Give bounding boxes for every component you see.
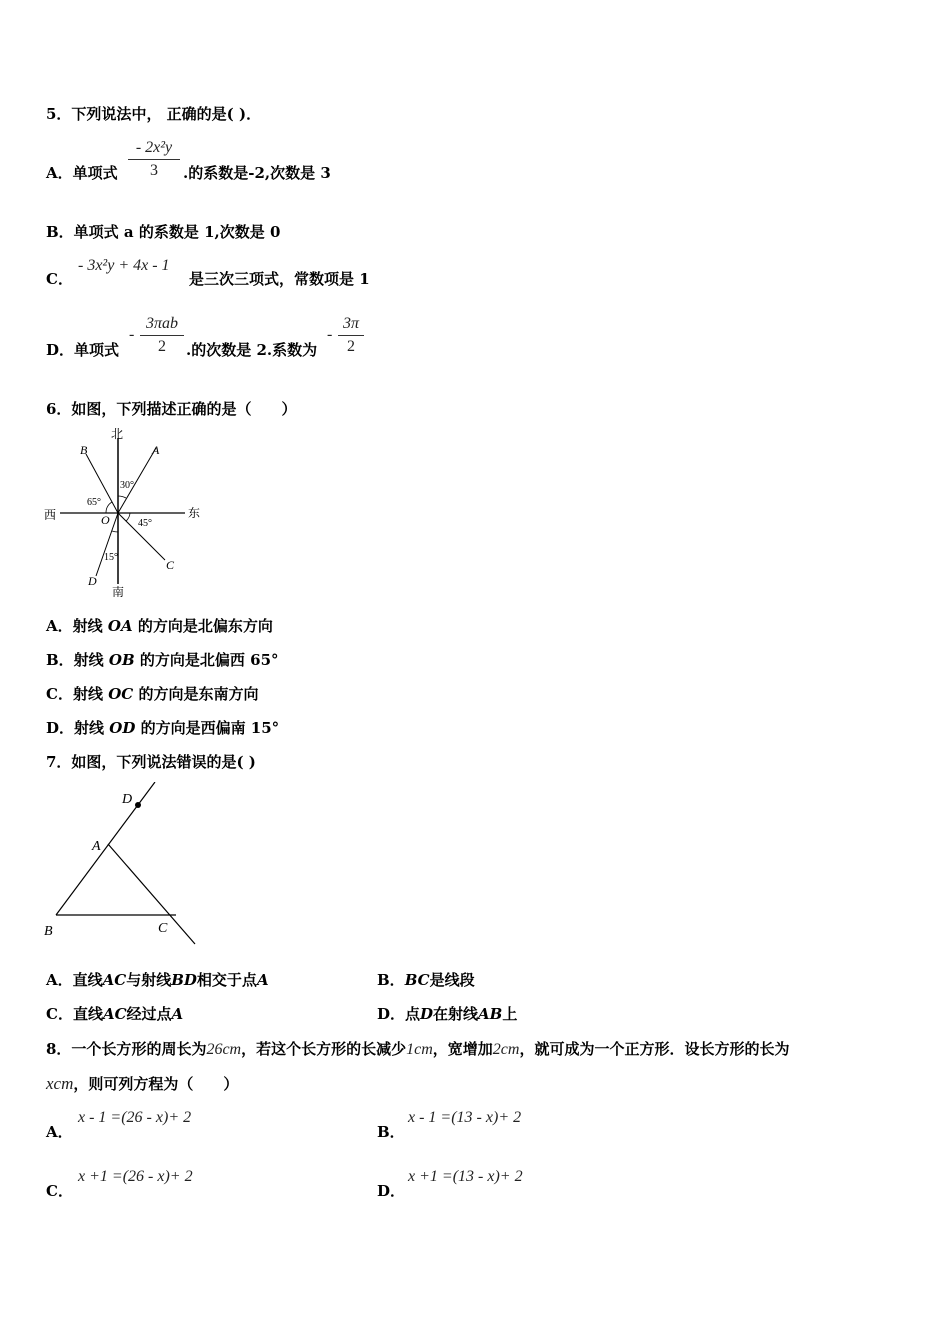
stem-math: 26cm: [206, 1041, 242, 1058]
compass-direction-figure: [40, 424, 210, 600]
option-text: 与射线: [126, 971, 172, 989]
ray-bd: [56, 782, 155, 915]
option-text: B．射线: [46, 651, 104, 669]
option-text: 的方向是北偏西 65°: [139, 651, 279, 669]
stem-text: ，若这个长方形的长减少: [241, 1040, 407, 1058]
option-text: B．: [377, 971, 405, 989]
q8-option-c-label: C．: [46, 1182, 73, 1200]
option-var: BD: [171, 971, 197, 989]
option-var: BC: [404, 971, 430, 989]
label-45: 45°: [138, 518, 152, 529]
q8-stem-line-1: [46, 1038, 789, 1059]
q6-option-b: [46, 649, 279, 670]
stem-text: ，则可列方程为（ ）: [73, 1075, 239, 1093]
option-text: A．射线: [46, 617, 103, 635]
label-c: C: [166, 558, 175, 572]
option-text: A．直线: [46, 971, 103, 989]
q7-option-b: [377, 969, 475, 990]
option-var: A: [171, 1005, 184, 1023]
label-65: 65°: [87, 497, 101, 508]
label-d: D: [122, 792, 133, 807]
q7-option-a: [46, 969, 269, 990]
q7-option-c: [46, 1003, 183, 1024]
fraction-numerator: - 2x²y: [135, 139, 173, 156]
q7-stem: 7．如图，下列说法错误的是( ): [46, 753, 256, 771]
option-text: 相交于点: [196, 971, 257, 989]
arc-45: [126, 513, 130, 521]
option-text: 的方向是西偏南 15°: [140, 719, 280, 737]
q5-option-b: B．单项式 a 的系数是 1,次数是 0: [46, 223, 281, 241]
q8-option-c-expression: x +1 =(26 - x)+ 2: [78, 1168, 193, 1185]
option-text: D．点: [377, 1005, 421, 1023]
label-east: 东: [188, 506, 201, 520]
fraction-denominator: 2: [158, 338, 166, 355]
option-text: 的方向是北偏东方向: [137, 617, 273, 635]
q8-option-d-expression: x +1 =(13 - x)+ 2: [408, 1168, 523, 1185]
option-var: OB: [108, 651, 135, 669]
q5-option-d-minus-2: -: [327, 326, 333, 343]
label-c: C: [158, 921, 168, 936]
arc-65: [106, 502, 112, 513]
line-ac: [108, 844, 195, 944]
option-text: 在射线: [433, 1005, 479, 1023]
q6-stem: 6．如图，下列描述正确的是（ ）: [46, 400, 297, 418]
label-o: O: [101, 513, 110, 527]
option-text: C．射线: [46, 685, 103, 703]
q8-option-a-expression: x - 1 =(26 - x)+ 2: [78, 1109, 192, 1126]
arc-15: [112, 531, 118, 532]
q6-option-d: [46, 717, 279, 738]
option-text: 是线段: [429, 971, 475, 989]
label-north: 北: [111, 427, 124, 441]
q5-option-a-label: A．单项式: [46, 164, 118, 182]
q5-option-d-fraction-2: [338, 314, 364, 357]
q5-option-c-expression: - 3x²y + 4x - 1: [78, 257, 170, 274]
label-a: A: [152, 443, 160, 457]
q6-option-a: [46, 615, 273, 636]
stem-math: 1cm: [406, 1041, 433, 1058]
q5-stem: 5．下列说法中， 正确的是( )．: [46, 105, 262, 123]
stem-text: ，就可成为一个正方形．设长方形的长为: [519, 1040, 790, 1058]
q8-stem-line-2: [46, 1073, 238, 1094]
fraction-denominator: 2: [347, 338, 355, 355]
label-d: D: [88, 574, 97, 588]
option-text: C．直线: [46, 1005, 103, 1023]
option-var: A: [256, 971, 269, 989]
option-var: OA: [107, 617, 133, 635]
label-west: 西: [44, 508, 57, 522]
option-var: AC: [102, 971, 127, 989]
option-var: OD: [109, 719, 136, 737]
option-text: 经过点: [126, 1005, 172, 1023]
q5-option-a-fraction: [128, 138, 180, 181]
arc-30: [118, 496, 126, 498]
point-d-dot: [135, 802, 141, 808]
option-text: 上: [502, 1005, 518, 1023]
q8-option-b-expression: x - 1 =(13 - x)+ 2: [408, 1109, 522, 1126]
q7-option-d: [377, 1003, 517, 1024]
q5-option-a-suffix: .的系数是-2,次数是 3: [183, 164, 331, 182]
q6-option-c: [46, 683, 258, 704]
stem-math: 2cm: [492, 1041, 520, 1058]
q8-option-b-label: B．: [377, 1123, 405, 1141]
label-30: 30°: [120, 480, 134, 491]
q5-option-d-middle: .的次数是 2.系数为: [186, 341, 318, 359]
fraction-denominator: 3: [150, 162, 158, 179]
option-var: OC: [108, 685, 134, 703]
q5-option-d-minus: -: [129, 326, 135, 343]
option-text: 的方向是东南方向: [138, 685, 259, 703]
option-var: AC: [102, 1005, 127, 1023]
label-south: 南: [112, 585, 125, 599]
stem-math: xcm: [46, 1074, 74, 1093]
label-15: 15°: [104, 552, 118, 563]
triangle-figure: [40, 782, 210, 952]
option-text: D．射线: [46, 719, 105, 737]
q5-option-c-label: C．: [46, 270, 73, 288]
q5-option-d-fraction: [140, 314, 184, 357]
stem-text: ，宽增加: [432, 1040, 493, 1058]
q5-option-c-suffix: 是三次三项式，常数项是 1: [189, 270, 370, 288]
q8-option-a-label: A．: [46, 1123, 73, 1141]
stem-text: 8．一个长方形的周长为: [46, 1040, 207, 1058]
label-b: B: [44, 924, 53, 939]
q8-option-d-label: D．: [377, 1182, 406, 1200]
q5-option-d-label: D．单项式: [46, 341, 120, 359]
option-var: D: [420, 1005, 434, 1023]
fraction-numerator: 3π: [342, 315, 359, 332]
label-a: A: [92, 839, 101, 854]
fraction-numerator: 3πab: [145, 315, 178, 332]
label-b: B: [80, 443, 88, 457]
option-var: AB: [478, 1005, 503, 1023]
